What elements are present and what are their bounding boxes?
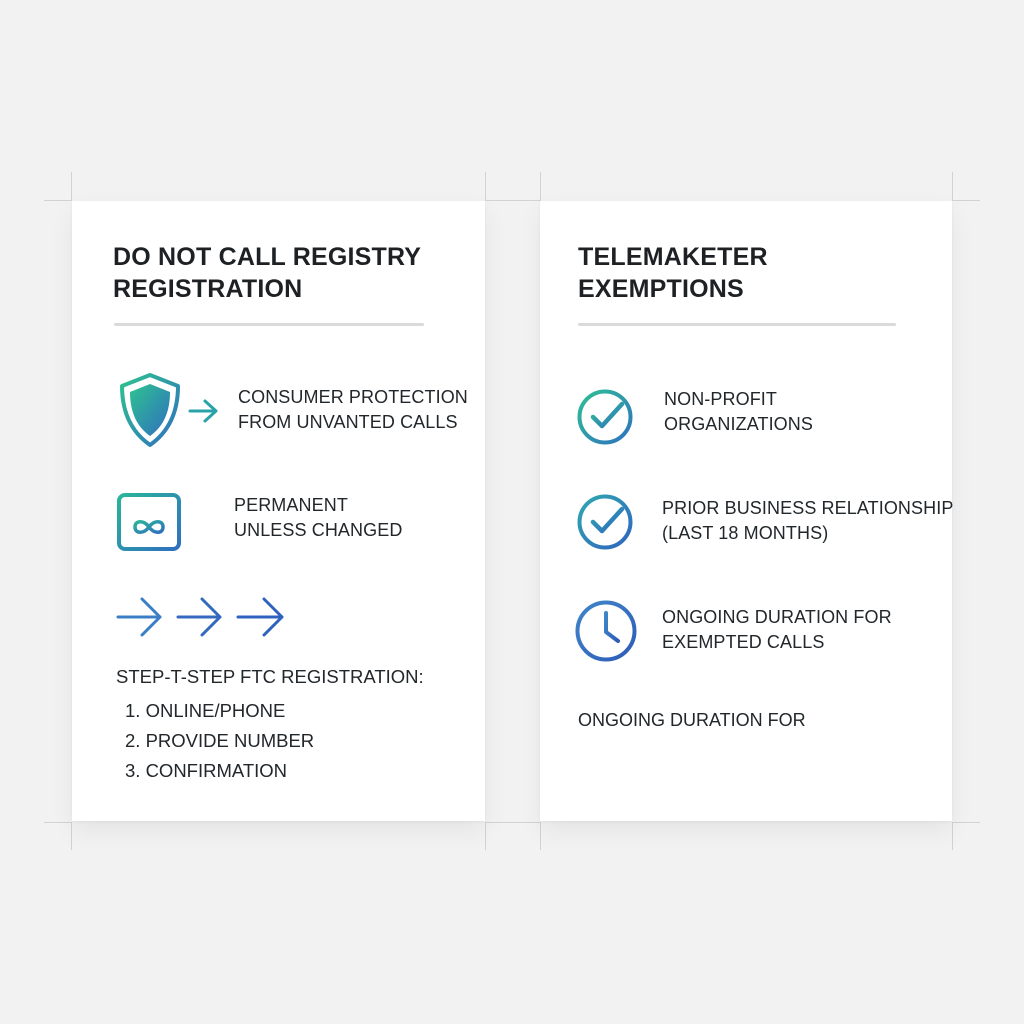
arrow-right-icon xyxy=(188,397,220,425)
crop-mark xyxy=(540,822,541,850)
duration-text xyxy=(662,605,892,655)
crop-mark xyxy=(952,822,953,850)
exemptions-title-line2: EXEMPTIONS xyxy=(578,275,744,303)
registry-title-line1: DO NOT CALL REGISTRY xyxy=(113,243,422,271)
check-circle-icon xyxy=(576,493,634,551)
crop-mark xyxy=(44,200,72,201)
permanent-text xyxy=(234,493,402,543)
permanent-line2: UNLESS CHANGED xyxy=(234,520,403,540)
triple-arrow-icon xyxy=(116,593,288,641)
crop-mark xyxy=(952,822,980,823)
nonprofit-line2: ORGANIZATIONS xyxy=(664,414,813,434)
crop-mark xyxy=(952,172,953,200)
list-item: 1. ONLINE/PHONE xyxy=(125,700,286,721)
crop-mark xyxy=(485,172,486,200)
crop-mark xyxy=(485,822,513,823)
title-divider xyxy=(578,323,896,326)
title-divider xyxy=(114,323,424,326)
registry-card xyxy=(72,201,485,821)
crop-mark xyxy=(44,822,72,823)
protection-line1: CONSUMER PROTECTION xyxy=(238,387,468,407)
shield-icon xyxy=(116,371,184,451)
permanent-line1: PERMANENT xyxy=(234,495,348,515)
calendar-infinity-icon xyxy=(116,487,182,553)
crop-mark xyxy=(540,172,541,200)
steps-heading: STEP-T-STEP FTC REGISTRATION: xyxy=(116,666,424,687)
registry-title xyxy=(113,241,421,305)
steps-list xyxy=(125,696,314,786)
crop-mark xyxy=(71,822,72,850)
protection-text xyxy=(238,385,468,435)
crop-mark xyxy=(513,200,541,201)
crop-mark xyxy=(71,172,72,200)
relationship-line1: PRIOR BUSINESS RELATIONSHIP xyxy=(662,498,954,518)
list-item: 3. CONFIRMATION xyxy=(125,760,288,781)
duration-line1: ONGOING DURATION FOR xyxy=(662,607,892,627)
list-item: 2. PROVIDE NUMBER xyxy=(125,730,315,751)
check-circle-icon xyxy=(576,388,634,446)
registry-title-line2: REGISTRATION xyxy=(113,275,303,303)
crop-mark xyxy=(485,200,513,201)
exemptions-card xyxy=(540,201,952,821)
crop-mark xyxy=(513,822,541,823)
crop-mark xyxy=(485,822,486,850)
relationship-text xyxy=(662,496,953,546)
crop-mark xyxy=(952,200,980,201)
clock-icon xyxy=(574,599,638,663)
relationship-line2: (LAST 18 MONTHS) xyxy=(662,523,829,543)
protection-line2: FROM UNVANTED CALLS xyxy=(238,412,458,432)
exemptions-title-line1: TELEMAKETER xyxy=(578,243,768,271)
exemptions-title xyxy=(578,241,768,305)
nonprofit-text xyxy=(664,387,813,437)
nonprofit-line1: NON-PROFIT xyxy=(664,389,777,409)
duration-line2: EXEMPTED CALLS xyxy=(662,632,825,652)
footer-text: ONGOING DURATION FOR xyxy=(578,710,806,730)
